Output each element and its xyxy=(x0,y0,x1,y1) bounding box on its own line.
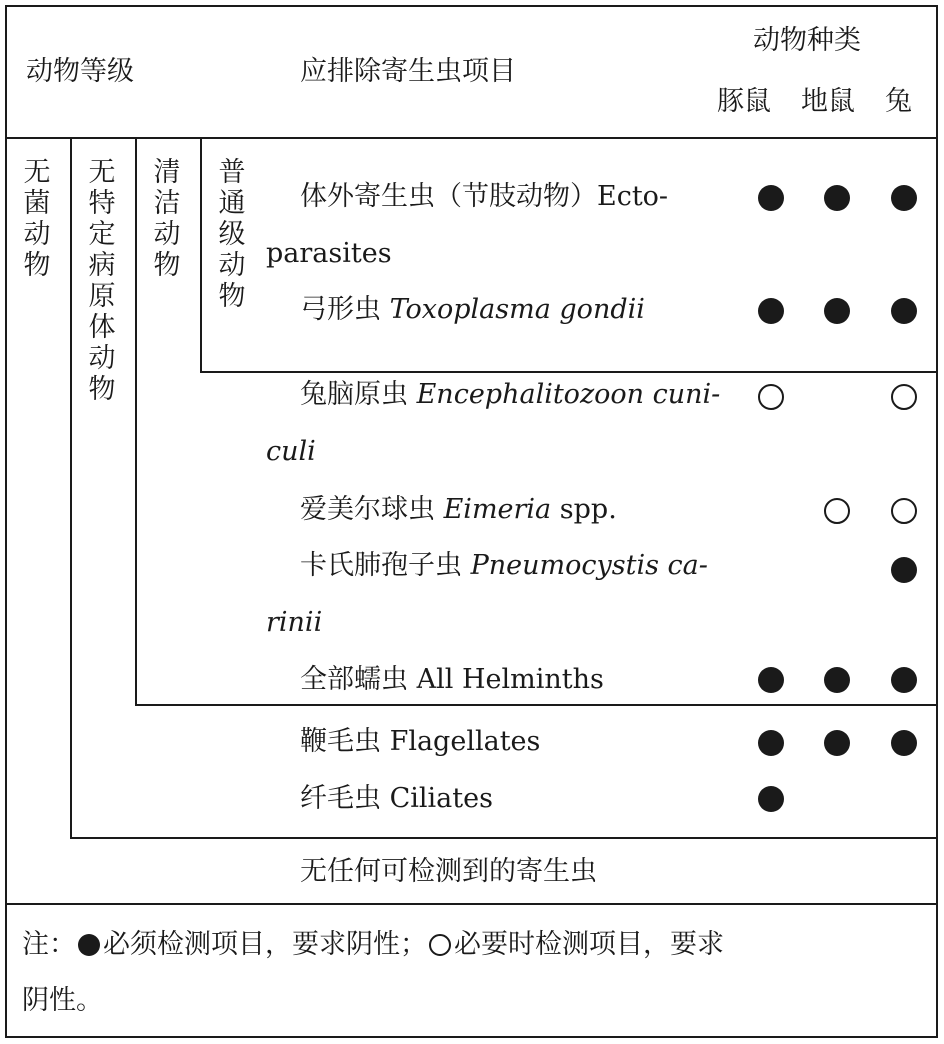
row-flagellates: 鞭毛虫 Flagellates xyxy=(300,726,541,757)
level-spf: 无 特 定 病 原 体 动 物 xyxy=(88,157,116,405)
note-line-2: 阴性。 xyxy=(22,985,103,1016)
row-ciliates: 纤毛虫 Ciliates xyxy=(300,783,493,814)
mark-required-guinea-pig xyxy=(758,730,784,756)
header-divider xyxy=(5,137,938,139)
mark-required-rabbit xyxy=(891,667,917,693)
mark-optional-hamster xyxy=(824,498,850,524)
header-species-guinea-pig: 豚鼠 xyxy=(717,86,771,117)
mark-required-hamster xyxy=(824,185,850,211)
header-items-label: 应排除寄生虫项目 xyxy=(300,56,516,87)
header-species-label: 动物种类 xyxy=(753,25,861,56)
mark-required-guinea-pig xyxy=(758,185,784,211)
mark-optional-rabbit xyxy=(891,384,917,410)
row-ectoparasites-cont: parasites xyxy=(266,238,392,269)
level-germfree: 无 菌 动 物 xyxy=(23,157,51,281)
row-helminths: 全部蠕虫 All Helminths xyxy=(300,664,604,695)
row-pneumocystis: 卡氏肺孢子虫 Pneumocystis ca- xyxy=(300,550,708,581)
clean-bracket-bottom xyxy=(135,704,938,706)
mark-required-rabbit xyxy=(891,185,917,211)
mark-required-guinea-pig xyxy=(758,298,784,324)
mark-required-guinea-pig xyxy=(758,786,784,812)
legend-optional-dot xyxy=(429,934,451,956)
row-ectoparasites: 体外寄生虫（节肢动物）Ecto- xyxy=(300,181,669,212)
row-encephalitozoon: 兔脑原虫 Encephalitozoon cuni- xyxy=(300,379,721,410)
note-line-1: 注： 必须检测项目，要求阴性； 必要时检测项目，要求 xyxy=(22,929,724,960)
mark-required-hamster xyxy=(824,667,850,693)
mark-required-rabbit xyxy=(891,298,917,324)
frame-right xyxy=(936,5,938,1038)
conventional-bracket-left xyxy=(200,139,202,373)
row-pneumocystis-cont: rinii xyxy=(266,607,323,638)
mark-required-rabbit xyxy=(891,557,917,583)
note-divider xyxy=(5,903,938,905)
row-toxoplasma: 弓形虫 Toxoplasma gondii xyxy=(300,294,645,325)
conventional-bracket-bottom xyxy=(200,371,938,373)
level-conventional: 普 通 级 动 物 xyxy=(218,157,246,312)
frame-bottom xyxy=(5,1036,938,1038)
spf-bracket-left xyxy=(70,139,72,839)
mark-optional-rabbit xyxy=(891,498,917,524)
row-encephalitozoon-cont: culi xyxy=(266,436,316,467)
frame-top xyxy=(5,5,938,7)
row-germfree: 无任何可检测到的寄生虫 xyxy=(300,856,597,887)
header-level-label: 动物等级 xyxy=(26,56,134,87)
row-eimeria: 爱美尔球虫 Eimeria spp. xyxy=(300,494,617,525)
spf-bracket-bottom xyxy=(70,837,938,839)
header-species-rabbit: 兔 xyxy=(885,86,912,117)
mark-optional-guinea-pig xyxy=(758,384,784,410)
frame-left xyxy=(5,5,7,1038)
mark-required-hamster xyxy=(824,298,850,324)
mark-required-hamster xyxy=(824,730,850,756)
mark-required-guinea-pig xyxy=(758,667,784,693)
mark-required-rabbit xyxy=(891,730,917,756)
level-clean: 清 洁 动 物 xyxy=(153,157,181,281)
header-species-hamster: 地鼠 xyxy=(801,86,855,117)
clean-bracket-left xyxy=(135,139,137,706)
legend-required-dot xyxy=(78,934,100,956)
